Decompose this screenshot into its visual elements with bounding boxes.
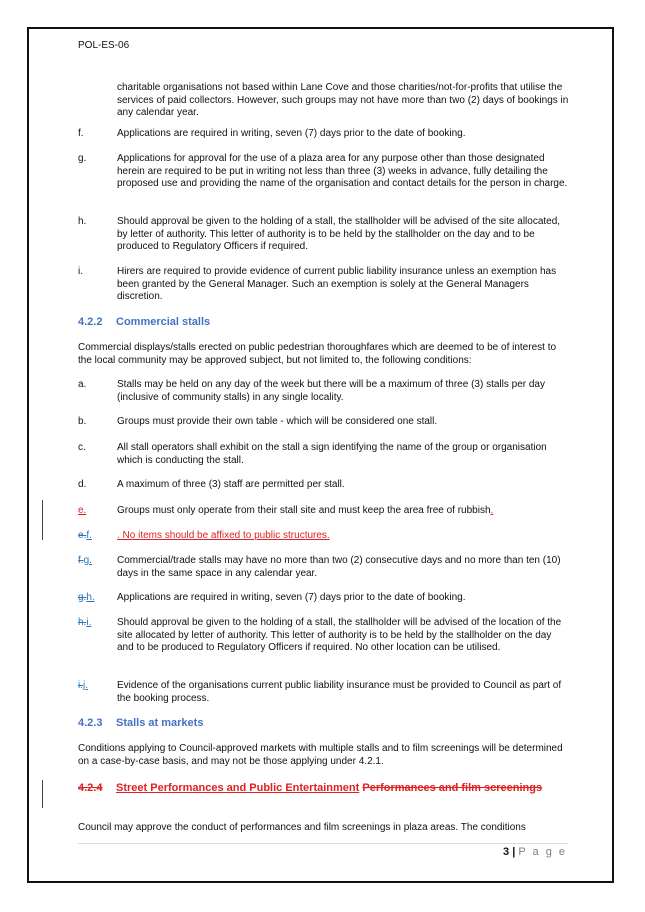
deleted-marker: e. xyxy=(78,530,87,541)
heading-title-inserted: Street Performances and Public Entertainment xyxy=(116,782,360,794)
inserted-marker: j. xyxy=(83,680,88,691)
list-item-f-inserted: . No items should be affixed to public structures. xyxy=(117,530,330,541)
inserted-marker: h. xyxy=(86,592,95,603)
list-marker-h-revised xyxy=(78,592,116,605)
section-text: Council may approve the conduct of performances and film screenings in plaza areas. The conditions xyxy=(78,822,526,833)
list-item-e-text: Groups must only operate from their stall site and must keep the area free of rubbish xyxy=(117,505,491,516)
page-label: P a g e xyxy=(518,846,567,858)
list-marker-i-revised xyxy=(78,617,116,630)
inserted-marker: g. xyxy=(83,555,92,566)
list-marker-f-revised xyxy=(78,530,116,543)
document-id: POL-ES-06 xyxy=(78,40,130,51)
inserted-marker: f. xyxy=(86,530,92,541)
change-bar xyxy=(42,500,43,540)
paragraph-continuation: charitable organisations not based within Lane Cove and those charities/not-for-profits that utilise the services of paid collectors. However, such groups may not have more than two (2) days of bookings in any calendar year. xyxy=(117,82,569,118)
heading-4-2-2 xyxy=(78,316,568,329)
list-item-c: All stall operators shall exhibit on the stall a sign identifying the name of the group or organisation which is conducting the stall. xyxy=(117,442,547,466)
list-item-g: Applications for approval for the use of a plaza area for any purpose other than those designated herein are required to be put in writing not less than three (3) weeks in advance, fully detailing the proposed use and providing the name of the organisation and contact details for the person in charge. xyxy=(117,153,568,189)
list-item-h: Applications are required in writing, seven (7) days prior to the date of booking. xyxy=(117,592,466,603)
inserted-marker: i. xyxy=(86,617,92,628)
list-item-g: Commercial/trade stalls may have no more than two (2) consecutive days and no more than ten (10) days in the same space in any calendar year. xyxy=(117,555,561,579)
list-item-d: A maximum of three (3) staff are permitted per stall. xyxy=(117,479,345,490)
list-item-b: Groups must provide their own table - which will be considered one stall. xyxy=(117,416,438,427)
footer-rule xyxy=(78,843,568,844)
list-marker-i: i. xyxy=(78,266,83,277)
list-item-a: Stalls may be held on any day of the week but there will be a maximum of three (3) stalls per day (inclusive of community stalls) in any single locality. xyxy=(117,379,545,403)
deleted-marker: g. xyxy=(78,592,87,603)
heading-4-2-4 xyxy=(78,782,568,795)
list-marker-e-inserted: e. xyxy=(78,505,87,516)
heading-number: 4.2.2 xyxy=(78,316,103,328)
heading-title: Commercial stalls xyxy=(116,316,211,328)
list-marker-h: h. xyxy=(78,216,87,227)
list-marker-g: g. xyxy=(78,153,87,164)
list-marker-c: c. xyxy=(78,442,86,453)
deleted-marker: f. xyxy=(78,555,84,566)
heading-title-deleted: Performances and film screenings xyxy=(362,782,543,794)
inserted-period: . xyxy=(490,505,494,516)
list-item-f: Applications are required in writing, seven (7) days prior to the date of booking. xyxy=(117,128,466,139)
list-item-e xyxy=(117,505,569,518)
deleted-marker: h. xyxy=(78,617,87,628)
section-text: Conditions applying to Council-approved markets with multiple stalls and to film screenings will be determined on a case-by-case basis, and may not be those applying under 4.2.1. xyxy=(78,743,563,767)
section-intro: Commercial displays/stalls erected on public pedestrian thoroughfares which are deemed to be of interest to the local community may be approved subject, but not limited to, the following conditions: xyxy=(78,342,557,366)
list-item-i: Hirers are required to provide evidence of current public liability insurance unless an exemption has been granted by the General Manager. Such an exemption is solely at the General Managers discretion. xyxy=(117,266,557,302)
heading-number: 4.2.4 xyxy=(78,782,103,794)
list-item-i: Should approval be given to the holding of a stall, the stallholder will be advised of the location of the site allocated by letter of authority. This letter of authority is to be held by the stallholder on the day and to be produced to Regulatory Officers if required. No other location can be utilised. xyxy=(117,617,562,653)
list-item-j: Evidence of the organisations current public liability insurance must be provided to Council as part of the booking process. xyxy=(117,680,562,704)
list-marker-j-revised xyxy=(78,680,116,693)
heading-4-2-3 xyxy=(78,717,568,730)
page-footer xyxy=(503,846,567,858)
list-item-h: Should approval be given to the holding of a stall, the stallholder will be advised of the site allocated, by letter of authority. This letter of authority is to be held by the stallholder on the day and to be produced to Regulatory Officers if required. xyxy=(117,216,561,252)
heading-number: 4.2.3 xyxy=(78,717,103,729)
change-bar xyxy=(42,780,43,808)
deleted-marker: i. xyxy=(78,680,83,691)
footer-separator: | xyxy=(512,846,516,858)
list-marker-b: b. xyxy=(78,416,87,427)
list-marker-d: d. xyxy=(78,479,87,490)
heading-title: Stalls at markets xyxy=(116,717,204,729)
list-marker-f: f. xyxy=(78,128,84,139)
list-marker-a: a. xyxy=(78,379,87,390)
page-number: 3 xyxy=(503,846,510,858)
list-marker-g-revised xyxy=(78,555,116,568)
